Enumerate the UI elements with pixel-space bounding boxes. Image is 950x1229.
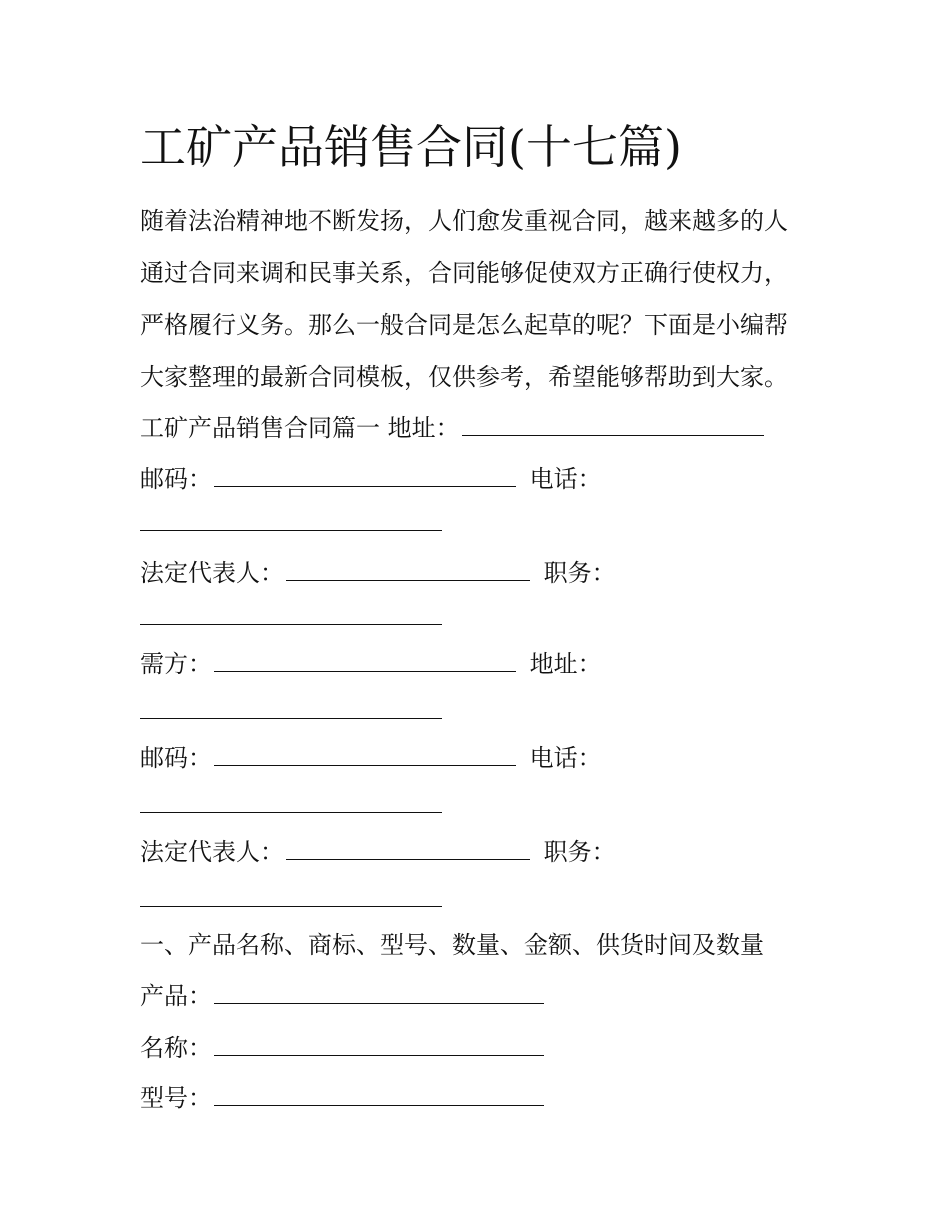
clause-one-heading: 一、产品名称、商标、型号、数量、金额、供货时间及数量 <box>140 931 764 959</box>
supplier-address-blank[interactable] <box>462 413 764 436</box>
supplier-address-label: 地址： <box>387 414 460 442</box>
supplier-postcode-row <box>140 463 602 495</box>
name-label: 名称： <box>140 1034 212 1062</box>
buyer-legal-rep-blank[interactable] <box>286 837 530 860</box>
document-title: 工矿产品销售合同(十七篇) <box>140 120 682 174</box>
name-row <box>140 1032 550 1064</box>
buyer-legal-rep-label: 法定代表人： <box>140 838 284 866</box>
intro-line-3: 严格履行义务。那么一般合同是怎么起草的呢？下面是小编帮 <box>140 311 788 339</box>
supplier-legal-rep-label: 法定代表人： <box>140 559 284 587</box>
buyer-position-label: 职务： <box>543 838 616 866</box>
supplier-postcode-blank[interactable] <box>214 464 516 487</box>
buyer-position-blank[interactable] <box>140 884 442 907</box>
supplier-postcode-label: 邮码： <box>140 465 212 493</box>
supplier-legal-rep-row <box>140 557 616 589</box>
buyer-phone-blank[interactable] <box>140 790 442 813</box>
supplier-position-label: 职务： <box>543 559 616 587</box>
buyer-postcode-blank[interactable] <box>214 743 516 766</box>
product-blank[interactable] <box>214 981 544 1004</box>
section-heading-row <box>140 412 770 444</box>
buyer-address-blank[interactable] <box>140 696 442 719</box>
model-label: 型号： <box>140 1084 212 1112</box>
intro-line-1: 随着法治精神地不断发扬，人们愈发重视合同，越来越多的人 <box>140 207 788 235</box>
name-blank[interactable] <box>214 1033 544 1056</box>
supplier-legal-rep-blank[interactable] <box>286 558 530 581</box>
buyer-postcode-label: 邮码： <box>140 744 212 772</box>
section-heading: 工矿产品销售合同篇一 <box>140 414 380 442</box>
buyer-address-label: 地址： <box>529 650 602 678</box>
buyer-legal-rep-row <box>140 836 616 868</box>
product-row <box>140 980 550 1012</box>
model-row <box>140 1082 550 1114</box>
supplier-phone-label: 电话： <box>529 465 602 493</box>
intro-line-2: 通过合同来调和民事关系，合同能够促使双方正确行使权力， <box>140 259 788 287</box>
intro-line-4: 大家整理的最新合同模板，仅供参考，希望能够帮助到大家。 <box>140 363 788 391</box>
product-label: 产品： <box>140 982 212 1010</box>
buyer-postcode-row <box>140 742 602 774</box>
buyer-row <box>140 648 602 680</box>
supplier-phone-blank[interactable] <box>140 508 442 531</box>
buyer-label: 需方： <box>140 650 212 678</box>
buyer-blank[interactable] <box>214 649 516 672</box>
supplier-position-blank[interactable] <box>140 602 442 625</box>
model-blank[interactable] <box>214 1083 544 1106</box>
buyer-phone-label: 电话： <box>529 744 602 772</box>
